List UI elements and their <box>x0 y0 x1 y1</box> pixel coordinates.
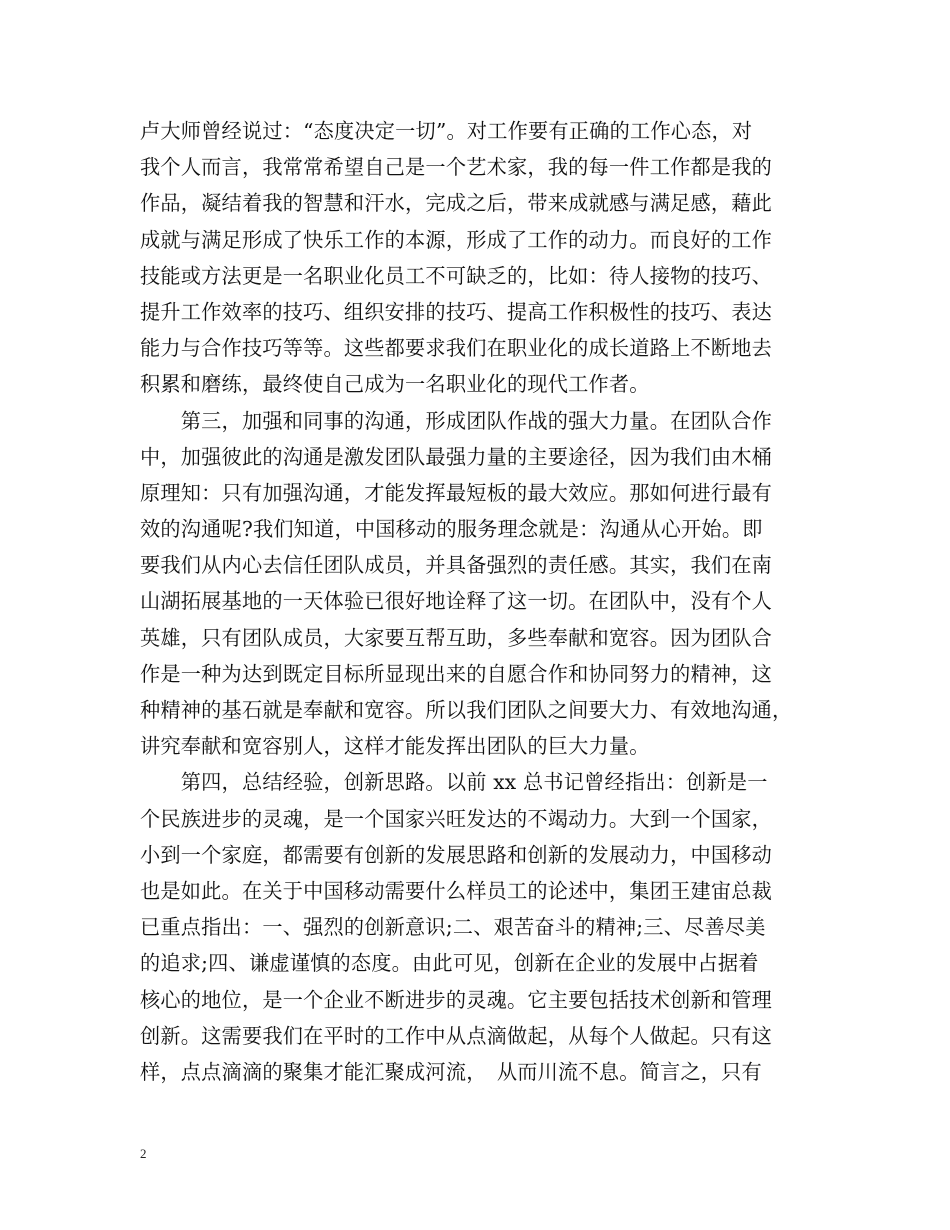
text-line: 效的沟通呢?我们知道，中国移动的服务理念就是：沟通从心开始。即 <box>140 517 763 542</box>
page-number: 2 <box>140 1146 147 1161</box>
text-line: 第四，总结经验，创新思路。以前 xx 总书记曾经指出：创新是一 <box>140 770 768 795</box>
text-line: 已重点指出：一、强烈的创新意识;二、艰苦奋斗的精神;三、尽善尽美 <box>140 915 766 940</box>
text-line: 山湖拓展基地的一天体验已很好地诠释了这一切。在团队中，没有个人 <box>140 589 773 614</box>
text-line: 我个人而言，我常常希望自己是一个艺术家，我的每一件工作都是我的 <box>140 155 773 180</box>
text-line: 卢大师曾经说过：“态度决定一切”。对工作要有正确的工作心态，对 <box>140 119 753 143</box>
text-line: 技能或方法更是一名职业化员工不可缺乏的，比如：待人接物的技巧、 <box>140 263 773 288</box>
text-line: 小到一个家庭，都需要有创新的发展思路和创新的发展动力，中国移动 <box>140 842 773 867</box>
text-line: 能力与合作技巧等等。这些都要求我们在职业化的成长道路上不断地去 <box>140 336 773 361</box>
text-line: 的追求;四、谦虚谨慎的态度。由此可见，创新在企业的发展中占据着 <box>140 951 759 976</box>
text-line: 创新。这需要我们在平时的工作中从点滴做起，从每个人做起。只有这 <box>140 1023 773 1048</box>
text-line: 种精神的基石就是奉献和宽容。所以我们团队之间要大力、有效地沟通， <box>140 698 793 722</box>
text-line: 英雄，只有团队成员，大家要互帮互助，多些奉献和宽容。因为团队合 <box>140 625 773 650</box>
text-line: 核心的地位，是一个企业不断进步的灵魂。它主要包括技术创新和管理 <box>140 987 773 1012</box>
text-line: 成就与满足形成了快乐工作的本源，形成了工作的动力。而良好的工作 <box>140 227 773 252</box>
text-line: 提升工作效率的技巧、组织安排的技巧、提高工作积极性的技巧、表达 <box>140 299 773 324</box>
text-line: 讲究奉献和宽容别人，这样才能发挥出团队的巨大力量。 <box>140 734 650 759</box>
text-line: 第三，加强和同事的沟通，形成团队作战的强大力量。在团队合作 <box>140 408 773 433</box>
text-line: 作品，凝结着我的智慧和汗水，完成之后，带来成就感与满足感，藉此 <box>140 191 773 216</box>
text-line: 积累和磨练，最终使自己成为一名职业化的现代工作者。 <box>140 372 650 397</box>
text-line: 中，加强彼此的沟通是激发团队最强力量的主要途径，因为我们由木桶 <box>140 444 773 469</box>
text-line: 样，点点滴滴的聚集才能汇聚成河流， 从而川流不息。简言之，只有 <box>140 1059 762 1084</box>
body-text <box>140 113 830 1090</box>
text-line: 也是如此。在关于中国移动需要什么样员工的论述中，集团王建宙总裁 <box>140 878 773 903</box>
text-line: 要我们从内心去信任团队成员，并具备强烈的责任感。其实，我们在南 <box>140 553 773 578</box>
text-line: 作是一种为达到既定目标所显现出来的自愿合作和协同努力的精神，这 <box>140 661 773 686</box>
text-line: 个民族进步的灵魂，是一个国家兴旺发达的不竭动力。大到一个国家， <box>140 806 773 831</box>
text-line: 原理知：只有加强沟通，才能发挥最短板的最大效应。那如何进行最有 <box>140 480 773 505</box>
